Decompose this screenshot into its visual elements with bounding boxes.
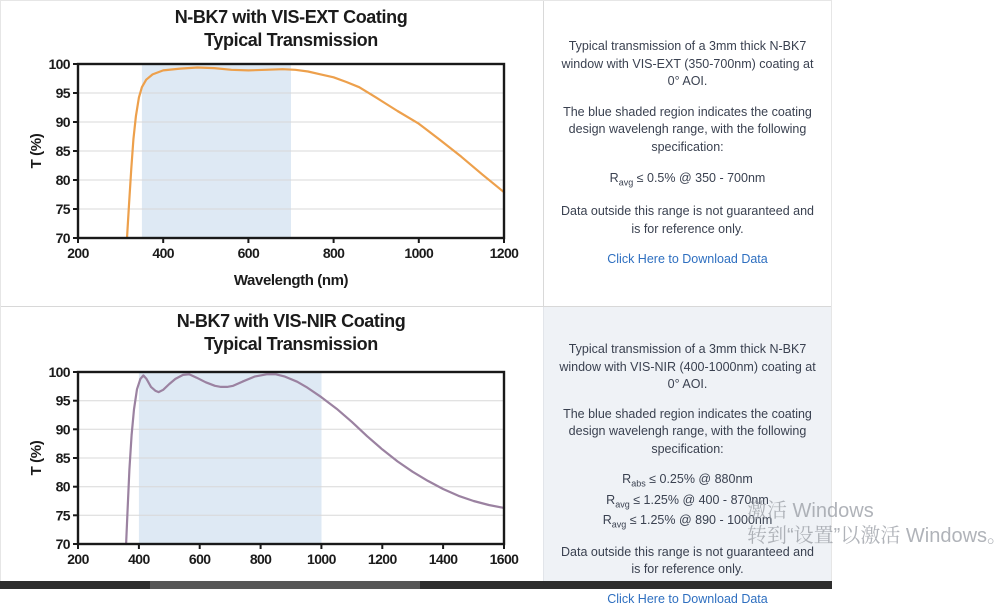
vis-ext-transmission-chart	[1, 1, 544, 307]
svg-text:100: 100	[48, 364, 70, 380]
svg-text:T (%): T (%)	[28, 440, 45, 476]
vis-nir-transmission-chart	[1, 307, 544, 588]
svg-text:85: 85	[55, 450, 70, 466]
svg-text:70: 70	[55, 230, 70, 246]
spec-line	[603, 491, 773, 512]
spec-subscript: avg	[618, 177, 634, 188]
spec-line	[603, 511, 773, 532]
vis-ext-shaded-region-note: The blue shaded region indicates the coating design wavelengh range, with the following specification:	[563, 104, 812, 154]
vis-ext-info-panel	[544, 1, 831, 306]
svg-text:90: 90	[55, 421, 70, 438]
vis-nir-row	[1, 307, 831, 606]
spec-value: ≤ 0.5% @ 350 - 700nm	[633, 171, 766, 186]
svg-text:85: 85	[55, 143, 70, 159]
vis-nir-shaded-region-note: The blue shaded region indicates the coating design wavelengh range, with the following specification:	[563, 406, 812, 456]
vis-ext-specs	[610, 169, 766, 190]
spec-symbol: R	[606, 492, 616, 507]
svg-text:70: 70	[55, 536, 70, 552]
svg-text:1400: 1400	[428, 551, 458, 567]
spec-symbol: R	[609, 171, 619, 186]
spec-symbol: R	[602, 513, 612, 528]
spec-line	[603, 470, 773, 491]
svg-text:400: 400	[128, 551, 150, 567]
horizontal-scrollbar-thumb[interactable]	[150, 581, 420, 589]
vis-ext-download-data-link[interactable]: Click Here to Download Data	[607, 252, 768, 267]
svg-text:1200: 1200	[367, 551, 397, 567]
svg-text:80: 80	[55, 478, 70, 495]
svg-text:Typical Transmission: Typical Transmission	[204, 30, 378, 50]
svg-text:100: 100	[48, 56, 70, 72]
vis-ext-chart-cell	[1, 1, 544, 306]
svg-text:95: 95	[55, 85, 70, 101]
spec-symbol: R	[622, 472, 632, 486]
svg-text:200: 200	[67, 245, 89, 261]
svg-text:200: 200	[67, 551, 89, 567]
svg-text:400: 400	[152, 245, 174, 261]
svg-text:N-BK7 with VIS-NIR Coating: N-BK7 with VIS-NIR Coating	[176, 311, 406, 331]
svg-text:800: 800	[249, 551, 272, 567]
svg-text:N-BK7 with VIS-EXT Coating: N-BK7 with VIS-EXT Coating	[174, 7, 408, 27]
svg-text:T (%): T (%)	[28, 133, 45, 169]
vis-nir-download-data-link[interactable]: Click Here to Download Data	[607, 591, 768, 606]
vis-ext-row	[1, 1, 831, 307]
svg-text:1600: 1600	[489, 551, 519, 567]
svg-text:80: 80	[55, 172, 70, 188]
spec-subscript: avg	[615, 499, 630, 510]
svg-text:600: 600	[188, 551, 211, 567]
vis-nir-description: Typical transmission of a 3mm thick N-BK7 window with VIS-NIR (400-1000nm) coating at 0° AOI.	[559, 342, 816, 391]
svg-text:Wavelength (nm): Wavelength (nm)	[233, 272, 349, 289]
svg-text:90: 90	[55, 114, 70, 130]
spec-value: ≤ 1.25% @ 400 - 870nm	[629, 492, 769, 507]
watermark-line2: 转到“设置”以激活 Windows。	[747, 525, 1007, 547]
spec-value: ≤ 1.25% @ 890 - 1000nm	[626, 513, 773, 528]
svg-text:95: 95	[55, 392, 70, 409]
vis-nir-disclaimer: Data outside this range is not guaranteed and is for reference only.	[561, 544, 814, 577]
vis-ext-description: Typical transmission of a 3mm thick N-BK7 window with VIS-EXT (350-700nm) coating at 0° AOI.	[561, 39, 814, 89]
spec-subscript: abs	[631, 478, 646, 489]
svg-text:75: 75	[55, 507, 70, 524]
spec-subscript: avg	[611, 519, 627, 530]
svg-text:1200: 1200	[489, 245, 519, 261]
svg-text:600: 600	[237, 245, 260, 261]
svg-text:Typical Transmission: Typical Transmission	[204, 334, 378, 354]
spec-line	[610, 169, 766, 190]
svg-text:1000: 1000	[404, 245, 434, 261]
svg-text:75: 75	[55, 201, 70, 217]
vis-nir-specs	[603, 470, 773, 532]
svg-text:800: 800	[322, 245, 345, 261]
vis-nir-info-panel	[544, 307, 831, 606]
vis-nir-chart-cell	[1, 307, 544, 588]
svg-text:1000: 1000	[307, 551, 336, 567]
watermark-line1: 激活 Windows	[747, 500, 874, 522]
vis-ext-disclaimer: Data outside this range is not guaranteed and is for reference only.	[561, 204, 814, 236]
spec-value: ≤ 0.25% @ 880nm	[645, 472, 753, 486]
horizontal-scrollbar[interactable]	[0, 581, 832, 589]
